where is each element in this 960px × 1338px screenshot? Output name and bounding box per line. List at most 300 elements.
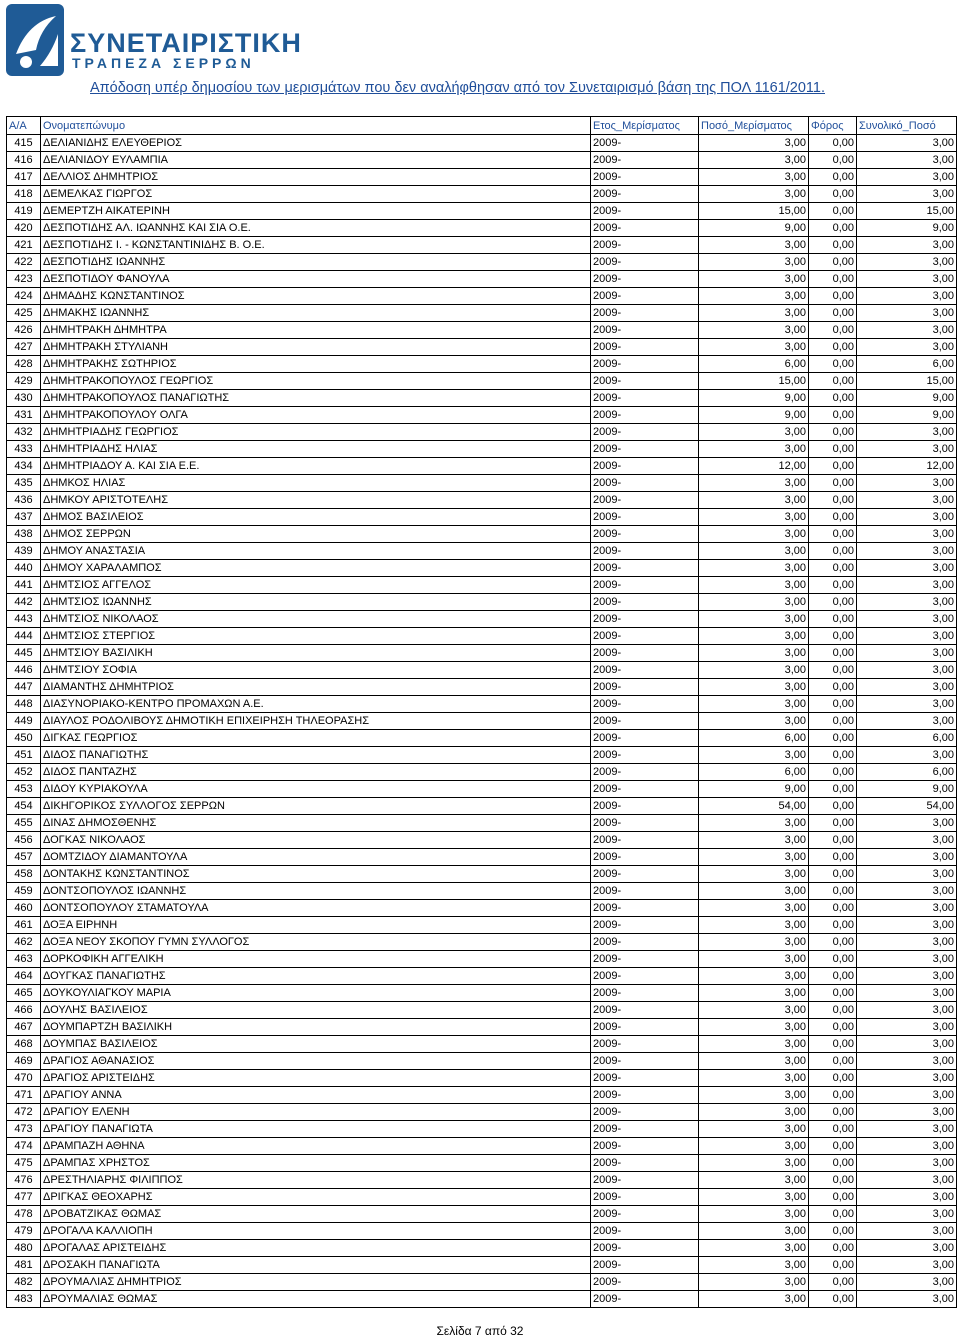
row-total-cell: 3,00	[857, 594, 957, 611]
row-tax-cell: 0,00	[809, 645, 857, 662]
row-name-cell: ΔΟΝΤΑΚΗΣ ΚΩΝΣΤΑΝΤΙΝΟΣ	[41, 866, 591, 883]
row-tax-cell: 0,00	[809, 560, 857, 577]
row-name-cell: ΔΗΜΤΣΙΟΣ ΙΩΑΝΝΗΣ	[41, 594, 591, 611]
row-tax-cell: 0,00	[809, 883, 857, 900]
row-aa-cell: 482	[7, 1274, 41, 1291]
row-aa-cell: 424	[7, 288, 41, 305]
row-amount-cell: 3,00	[699, 968, 809, 985]
row-tax-cell: 0,00	[809, 186, 857, 203]
table-row	[7, 866, 957, 883]
table-row	[7, 526, 957, 543]
row-year-cell: 2009-	[591, 1053, 699, 1070]
row-total-cell: 3,00	[857, 237, 957, 254]
row-name-cell: ΔΕΜΕΛΚΑΣ ΓΙΩΡΓΟΣ	[41, 186, 591, 203]
row-total-cell: 3,00	[857, 424, 957, 441]
row-name-cell: ΔΡΑΓΙΟΥ ΕΛΕΝΗ	[41, 1104, 591, 1121]
row-amount-cell: 3,00	[699, 441, 809, 458]
row-aa-cell: 428	[7, 356, 41, 373]
row-aa-cell: 447	[7, 679, 41, 696]
row-name-cell: ΔΡΙΓΚΑΣ ΘΕΟΧΑΡΗΣ	[41, 1189, 591, 1206]
row-total-cell: 3,00	[857, 1121, 957, 1138]
row-total-cell: 3,00	[857, 815, 957, 832]
table-row	[7, 1121, 957, 1138]
row-tax-cell: 0,00	[809, 747, 857, 764]
row-aa-cell: 442	[7, 594, 41, 611]
row-tax-cell: 0,00	[809, 849, 857, 866]
row-amount-cell: 9,00	[699, 407, 809, 424]
table-row	[7, 577, 957, 594]
row-year-cell: 2009-	[591, 832, 699, 849]
row-aa-cell: 418	[7, 186, 41, 203]
row-amount-cell: 6,00	[699, 764, 809, 781]
row-year-cell: 2009-	[591, 611, 699, 628]
row-aa-cell: 471	[7, 1087, 41, 1104]
dividends-table	[6, 116, 957, 1308]
row-tax-cell: 0,00	[809, 1291, 857, 1308]
row-year-cell: 2009-	[591, 747, 699, 764]
row-total-cell: 3,00	[857, 543, 957, 560]
row-aa-cell: 467	[7, 1019, 41, 1036]
row-name-cell: ΔΟΝΤΣΟΠΟΥΛΟΣ ΙΩΑΝΝΗΣ	[41, 883, 591, 900]
table-row	[7, 832, 957, 849]
row-name-cell: ΔΙΑΜΑΝΤΗΣ ΔΗΜΗΤΡΙΟΣ	[41, 679, 591, 696]
row-year-cell: 2009-	[591, 679, 699, 696]
row-tax-cell: 0,00	[809, 1121, 857, 1138]
table-row	[7, 1155, 957, 1172]
table-row	[7, 1223, 957, 1240]
row-year-cell: 2009-	[591, 1257, 699, 1274]
table-row	[7, 764, 957, 781]
row-year-cell: 2009-	[591, 407, 699, 424]
row-aa-cell: 445	[7, 645, 41, 662]
row-amount-cell: 3,00	[699, 679, 809, 696]
row-aa-cell: 450	[7, 730, 41, 747]
row-tax-cell: 0,00	[809, 288, 857, 305]
row-aa-cell: 455	[7, 815, 41, 832]
row-amount-cell: 3,00	[699, 611, 809, 628]
row-year-cell: 2009-	[591, 1223, 699, 1240]
row-tax-cell: 0,00	[809, 866, 857, 883]
row-name-cell: ΔΟΝΤΣΟΠΟΥΛΟΥ ΣΤΑΜΑΤΟΥΛΑ	[41, 900, 591, 917]
row-aa-cell: 462	[7, 934, 41, 951]
row-tax-cell: 0,00	[809, 696, 857, 713]
row-name-cell: ΔΕΜΕΡΤΖΗ ΑΙΚΑΤΕΡΙΝΗ	[41, 203, 591, 220]
row-name-cell: ΔΙΑΥΛΟΣ ΡΟΔΟΛΙΒΟΥΣ ΔΗΜΟΤΙΚΗ ΕΠΙΧΕΙΡΗΣΗ ΤΗΛΕΟΡΑΣΗΣ	[41, 713, 591, 730]
row-tax-cell: 0,00	[809, 441, 857, 458]
table-row	[7, 475, 957, 492]
row-total-cell: 3,00	[857, 1036, 957, 1053]
row-name-cell: ΔΗΜΗΤΡΑΚΟΠΟΥΛΟΣ ΓΕΩΡΓΙΟΣ	[41, 373, 591, 390]
row-total-cell: 6,00	[857, 764, 957, 781]
table-row	[7, 1206, 957, 1223]
row-total-cell: 3,00	[857, 849, 957, 866]
row-tax-cell: 0,00	[809, 900, 857, 917]
row-name-cell: ΔΙΔΟΣ ΠΑΝΤΑΖΗΣ	[41, 764, 591, 781]
row-tax-cell: 0,00	[809, 220, 857, 237]
row-name-cell: ΔΡΑΜΠΑΣ ΧΡΗΣΤΟΣ	[41, 1155, 591, 1172]
row-aa-cell: 429	[7, 373, 41, 390]
row-amount-cell: 3,00	[699, 1291, 809, 1308]
row-amount-cell: 3,00	[699, 866, 809, 883]
row-total-cell: 3,00	[857, 747, 957, 764]
table-row	[7, 1019, 957, 1036]
row-tax-cell: 0,00	[809, 373, 857, 390]
table-row	[7, 917, 957, 934]
row-total-cell: 3,00	[857, 526, 957, 543]
row-total-cell: 3,00	[857, 1206, 957, 1223]
row-year-cell: 2009-	[591, 1291, 699, 1308]
row-tax-cell: 0,00	[809, 407, 857, 424]
row-name-cell: ΔΡΟΓΑΛΑΣ ΑΡΙΣΤΕΙΔΗΣ	[41, 1240, 591, 1257]
row-aa-cell: 465	[7, 985, 41, 1002]
row-aa-cell: 460	[7, 900, 41, 917]
row-total-cell: 3,00	[857, 628, 957, 645]
row-year-cell: 2009-	[591, 866, 699, 883]
row-amount-cell: 3,00	[699, 526, 809, 543]
table-row	[7, 322, 957, 339]
document-subtitle: Απόδοση υπέρ δημοσίου των μερισμάτων που δεν αναλήφθησαν από τον Συνεταιρισμό βάση της ΠΟΛ 1161/2011.	[90, 80, 826, 96]
row-amount-cell: 3,00	[699, 186, 809, 203]
row-year-cell: 2009-	[591, 594, 699, 611]
table-row	[7, 305, 957, 322]
row-total-cell: 3,00	[857, 577, 957, 594]
row-amount-cell: 3,00	[699, 1087, 809, 1104]
row-tax-cell: 0,00	[809, 713, 857, 730]
row-year-cell: 2009-	[591, 560, 699, 577]
table-row	[7, 254, 957, 271]
row-aa-cell: 470	[7, 1070, 41, 1087]
row-total-cell: 3,00	[857, 1138, 957, 1155]
row-tax-cell: 0,00	[809, 271, 857, 288]
row-tax-cell: 0,00	[809, 1087, 857, 1104]
row-aa-cell: 417	[7, 169, 41, 186]
row-year-cell: 2009-	[591, 798, 699, 815]
row-total-cell: 3,00	[857, 866, 957, 883]
row-name-cell: ΔΙΚΗΓΟΡΙΚΟΣ ΣΥΛΛΟΓΟΣ ΣΕΡΡΩΝ	[41, 798, 591, 815]
row-amount-cell: 15,00	[699, 373, 809, 390]
row-tax-cell: 0,00	[809, 968, 857, 985]
row-name-cell: ΔΡΟΣΑΚΗ ΠΑΝΑΓΙΩΤΑ	[41, 1257, 591, 1274]
row-name-cell: ΔΡΑΓΙΟΥ ΑΝΝΑ	[41, 1087, 591, 1104]
row-name-cell: ΔΗΜΟΣ ΒΑΣΙΛΕΙΟΣ	[41, 509, 591, 526]
row-total-cell: 3,00	[857, 900, 957, 917]
row-total-cell: 3,00	[857, 254, 957, 271]
row-tax-cell: 0,00	[809, 577, 857, 594]
row-amount-cell: 12,00	[699, 458, 809, 475]
row-year-cell: 2009-	[591, 543, 699, 560]
row-amount-cell: 54,00	[699, 798, 809, 815]
row-amount-cell: 3,00	[699, 628, 809, 645]
table-row	[7, 815, 957, 832]
row-total-cell: 3,00	[857, 169, 957, 186]
table-row	[7, 441, 957, 458]
row-aa-cell: 427	[7, 339, 41, 356]
row-amount-cell: 3,00	[699, 1206, 809, 1223]
row-aa-cell: 452	[7, 764, 41, 781]
row-amount-cell: 3,00	[699, 1104, 809, 1121]
row-name-cell: ΔΕΣΠΟΤΙΔΗΣ Ι. - ΚΩΝΣΤΑΝΤΙΝΙΔΗΣ Β. Ο.Ε.	[41, 237, 591, 254]
table-row	[7, 645, 957, 662]
row-amount-cell: 3,00	[699, 900, 809, 917]
table-row	[7, 271, 957, 288]
row-total-cell: 54,00	[857, 798, 957, 815]
row-total-cell: 3,00	[857, 1257, 957, 1274]
row-total-cell: 3,00	[857, 1155, 957, 1172]
row-name-cell: ΔΗΜΤΣΙΟΥ ΣΟΦΙΑ	[41, 662, 591, 679]
table-row	[7, 730, 957, 747]
table-row	[7, 543, 957, 560]
row-total-cell: 3,00	[857, 934, 957, 951]
row-amount-cell: 3,00	[699, 1223, 809, 1240]
table-row	[7, 747, 957, 764]
page-number-footer: Σελίδα 7 από 32	[436, 1324, 524, 1338]
row-year-cell: 2009-	[591, 424, 699, 441]
row-amount-cell: 3,00	[699, 747, 809, 764]
table-row	[7, 985, 957, 1002]
table-row	[7, 169, 957, 186]
row-year-cell: 2009-	[591, 322, 699, 339]
row-amount-cell: 3,00	[699, 322, 809, 339]
row-aa-cell: 432	[7, 424, 41, 441]
row-name-cell: ΔΡΟΓΑΛΑ ΚΑΛΛΙΟΠΗ	[41, 1223, 591, 1240]
row-amount-cell: 9,00	[699, 390, 809, 407]
row-aa-cell: 481	[7, 1257, 41, 1274]
row-amount-cell: 3,00	[699, 934, 809, 951]
row-name-cell: ΔΕΣΠΟΤΙΔΗΣ ΙΩΑΝΝΗΣ	[41, 254, 591, 271]
row-tax-cell: 0,00	[809, 356, 857, 373]
row-tax-cell: 0,00	[809, 1274, 857, 1291]
row-tax-cell: 0,00	[809, 509, 857, 526]
row-year-cell: 2009-	[591, 509, 699, 526]
table-row	[7, 373, 957, 390]
row-amount-cell: 3,00	[699, 577, 809, 594]
row-aa-cell: 423	[7, 271, 41, 288]
row-name-cell: ΔΗΜΑΚΗΣ ΙΩΑΝΝΗΣ	[41, 305, 591, 322]
row-total-cell: 3,00	[857, 1291, 957, 1308]
row-year-cell: 2009-	[591, 951, 699, 968]
row-amount-cell: 6,00	[699, 356, 809, 373]
row-name-cell: ΔΟΡΚΟΦΙΚΗ ΑΓΓΕΛΙΚΗ	[41, 951, 591, 968]
row-year-cell: 2009-	[591, 288, 699, 305]
row-year-cell: 2009-	[591, 1002, 699, 1019]
row-name-cell: ΔΙΔΟΥ ΚΥΡΙΑΚΟΥΛΑ	[41, 781, 591, 798]
row-name-cell: ΔΗΜΗΤΡΙΑΔΗΣ ΓΕΩΡΓΙΟΣ	[41, 424, 591, 441]
row-total-cell: 3,00	[857, 339, 957, 356]
row-amount-cell: 3,00	[699, 560, 809, 577]
table-row	[7, 135, 957, 152]
row-name-cell: ΔΗΜΟΣ ΣΕΡΡΩΝ	[41, 526, 591, 543]
row-tax-cell: 0,00	[809, 339, 857, 356]
row-amount-cell: 3,00	[699, 305, 809, 322]
row-name-cell: ΔΟΥΓΚΑΣ ΠΑΝΑΓΙΩΤΗΣ	[41, 968, 591, 985]
row-aa-cell: 449	[7, 713, 41, 730]
row-tax-cell: 0,00	[809, 1155, 857, 1172]
row-total-cell: 6,00	[857, 356, 957, 373]
row-year-cell: 2009-	[591, 475, 699, 492]
row-aa-cell: 451	[7, 747, 41, 764]
row-amount-cell: 3,00	[699, 135, 809, 152]
row-amount-cell: 3,00	[699, 288, 809, 305]
row-amount-cell: 3,00	[699, 424, 809, 441]
row-total-cell: 3,00	[857, 1274, 957, 1291]
row-total-cell: 3,00	[857, 832, 957, 849]
row-aa-cell: 461	[7, 917, 41, 934]
row-total-cell: 3,00	[857, 560, 957, 577]
row-amount-cell: 3,00	[699, 543, 809, 560]
row-tax-cell: 0,00	[809, 815, 857, 832]
row-year-cell: 2009-	[591, 1189, 699, 1206]
table-row	[7, 1138, 957, 1155]
row-aa-cell: 446	[7, 662, 41, 679]
row-year-cell: 2009-	[591, 492, 699, 509]
row-year-cell: 2009-	[591, 305, 699, 322]
row-name-cell: ΔΟΥΜΠΑΣ ΒΑΣΙΛΕΙΟΣ	[41, 1036, 591, 1053]
row-tax-cell: 0,00	[809, 322, 857, 339]
row-name-cell: ΔΗΜΗΤΡΑΚΟΠΟΥΛΟΥ ΟΛΓΑ	[41, 407, 591, 424]
row-tax-cell: 0,00	[809, 1002, 857, 1019]
row-aa-cell: 421	[7, 237, 41, 254]
row-year-cell: 2009-	[591, 186, 699, 203]
table-row	[7, 1291, 957, 1308]
row-year-cell: 2009-	[591, 390, 699, 407]
table-row	[7, 1104, 957, 1121]
row-year-cell: 2009-	[591, 1155, 699, 1172]
row-year-cell: 2009-	[591, 441, 699, 458]
row-total-cell: 6,00	[857, 730, 957, 747]
table-row	[7, 594, 957, 611]
row-total-cell: 3,00	[857, 985, 957, 1002]
row-year-cell: 2009-	[591, 577, 699, 594]
table-row	[7, 1070, 957, 1087]
row-total-cell: 9,00	[857, 220, 957, 237]
row-aa-cell: 469	[7, 1053, 41, 1070]
row-year-cell: 2009-	[591, 1206, 699, 1223]
row-tax-cell: 0,00	[809, 985, 857, 1002]
row-tax-cell: 0,00	[809, 628, 857, 645]
row-tax-cell: 0,00	[809, 1240, 857, 1257]
row-amount-cell: 3,00	[699, 713, 809, 730]
row-amount-cell: 3,00	[699, 254, 809, 271]
row-year-cell: 2009-	[591, 458, 699, 475]
row-year-cell: 2009-	[591, 645, 699, 662]
row-name-cell: ΔΡΟΥΜΑΛΙΑΣ ΔΗΜΗΤΡΙΟΣ	[41, 1274, 591, 1291]
row-aa-cell: 480	[7, 1240, 41, 1257]
row-aa-cell: 474	[7, 1138, 41, 1155]
row-name-cell: ΔΗΜΤΣΙΟΣ ΑΓΓΕΛΟΣ	[41, 577, 591, 594]
table-row	[7, 1087, 957, 1104]
row-amount-cell: 3,00	[699, 492, 809, 509]
row-year-cell: 2009-	[591, 373, 699, 390]
row-aa-cell: 436	[7, 492, 41, 509]
row-tax-cell: 0,00	[809, 798, 857, 815]
row-total-cell: 3,00	[857, 951, 957, 968]
bank-logo-icon	[6, 4, 64, 76]
row-aa-cell: 478	[7, 1206, 41, 1223]
row-tax-cell: 0,00	[809, 1070, 857, 1087]
row-aa-cell: 448	[7, 696, 41, 713]
row-aa-cell: 466	[7, 1002, 41, 1019]
column-header-amount: Ποσό_Μερίσματος	[699, 117, 809, 135]
row-year-cell: 2009-	[591, 254, 699, 271]
row-name-cell: ΔΙΓΚΑΣ ΓΕΩΡΓΙΟΣ	[41, 730, 591, 747]
row-total-cell: 3,00	[857, 713, 957, 730]
row-aa-cell: 483	[7, 1291, 41, 1308]
row-name-cell: ΔΗΜΑΔΗΣ ΚΩΝΣΤΑΝΤΙΝΟΣ	[41, 288, 591, 305]
row-aa-cell: 475	[7, 1155, 41, 1172]
row-aa-cell: 441	[7, 577, 41, 594]
row-amount-cell: 3,00	[699, 169, 809, 186]
column-header-name: Ονοματεπώνυμο	[41, 117, 591, 135]
row-amount-cell: 3,00	[699, 815, 809, 832]
brand-name: ΣΥΝΕΤΑΙΡΙΣΤΙΚΗ	[70, 28, 302, 58]
row-amount-cell: 3,00	[699, 509, 809, 526]
table-row	[7, 220, 957, 237]
row-tax-cell: 0,00	[809, 475, 857, 492]
row-year-cell: 2009-	[591, 237, 699, 254]
row-name-cell: ΔΗΜΚΟΥ ΑΡΙΣΤΟΤΕΛΗΣ	[41, 492, 591, 509]
row-name-cell: ΔΟΓΚΑΣ ΝΙΚΟΛΑΟΣ	[41, 832, 591, 849]
row-aa-cell: 425	[7, 305, 41, 322]
row-aa-cell: 472	[7, 1104, 41, 1121]
table-row	[7, 934, 957, 951]
row-aa-cell: 415	[7, 135, 41, 152]
table-row	[7, 1172, 957, 1189]
row-year-cell: 2009-	[591, 934, 699, 951]
row-amount-cell: 3,00	[699, 1138, 809, 1155]
row-aa-cell: 464	[7, 968, 41, 985]
row-name-cell: ΔΡΑΓΙΟΣ ΑΡΙΣΤΕΙΔΗΣ	[41, 1070, 591, 1087]
row-aa-cell: 434	[7, 458, 41, 475]
page-header	[0, 0, 960, 110]
row-total-cell: 3,00	[857, 662, 957, 679]
row-total-cell: 15,00	[857, 373, 957, 390]
row-total-cell: 3,00	[857, 1172, 957, 1189]
row-aa-cell: 440	[7, 560, 41, 577]
row-name-cell: ΔΗΜΗΤΡΙΑΔΟΥ Α. ΚΑΙ ΣΙΑ Ε.Ε.	[41, 458, 591, 475]
row-name-cell: ΔΗΜΗΤΡΙΑΔΗΣ ΗΛΙΑΣ	[41, 441, 591, 458]
row-year-cell: 2009-	[591, 1070, 699, 1087]
row-total-cell: 3,00	[857, 611, 957, 628]
row-amount-cell: 3,00	[699, 475, 809, 492]
row-name-cell: ΔΟΥΚΟΥΛΙΑΓΚΟΥ ΜΑΡΙΑ	[41, 985, 591, 1002]
row-amount-cell: 3,00	[699, 1002, 809, 1019]
row-aa-cell: 426	[7, 322, 41, 339]
table-row	[7, 781, 957, 798]
row-total-cell: 9,00	[857, 390, 957, 407]
row-aa-cell: 420	[7, 220, 41, 237]
row-amount-cell: 3,00	[699, 951, 809, 968]
row-total-cell: 3,00	[857, 1053, 957, 1070]
table-row	[7, 1002, 957, 1019]
row-amount-cell: 9,00	[699, 220, 809, 237]
row-amount-cell: 3,00	[699, 1155, 809, 1172]
row-year-cell: 2009-	[591, 526, 699, 543]
row-name-cell: ΔΗΜΗΤΡΑΚΟΠΟΥΛΟΣ ΠΑΝΑΓΙΩΤΗΣ	[41, 390, 591, 407]
row-total-cell: 3,00	[857, 968, 957, 985]
table-row	[7, 696, 957, 713]
row-year-cell: 2009-	[591, 1240, 699, 1257]
column-header-aa: Α/Α	[7, 117, 41, 135]
row-aa-cell: 431	[7, 407, 41, 424]
row-tax-cell: 0,00	[809, 526, 857, 543]
row-total-cell: 3,00	[857, 322, 957, 339]
row-aa-cell: 459	[7, 883, 41, 900]
row-tax-cell: 0,00	[809, 1223, 857, 1240]
table-row	[7, 713, 957, 730]
row-total-cell: 3,00	[857, 917, 957, 934]
table-row	[7, 662, 957, 679]
row-tax-cell: 0,00	[809, 1036, 857, 1053]
